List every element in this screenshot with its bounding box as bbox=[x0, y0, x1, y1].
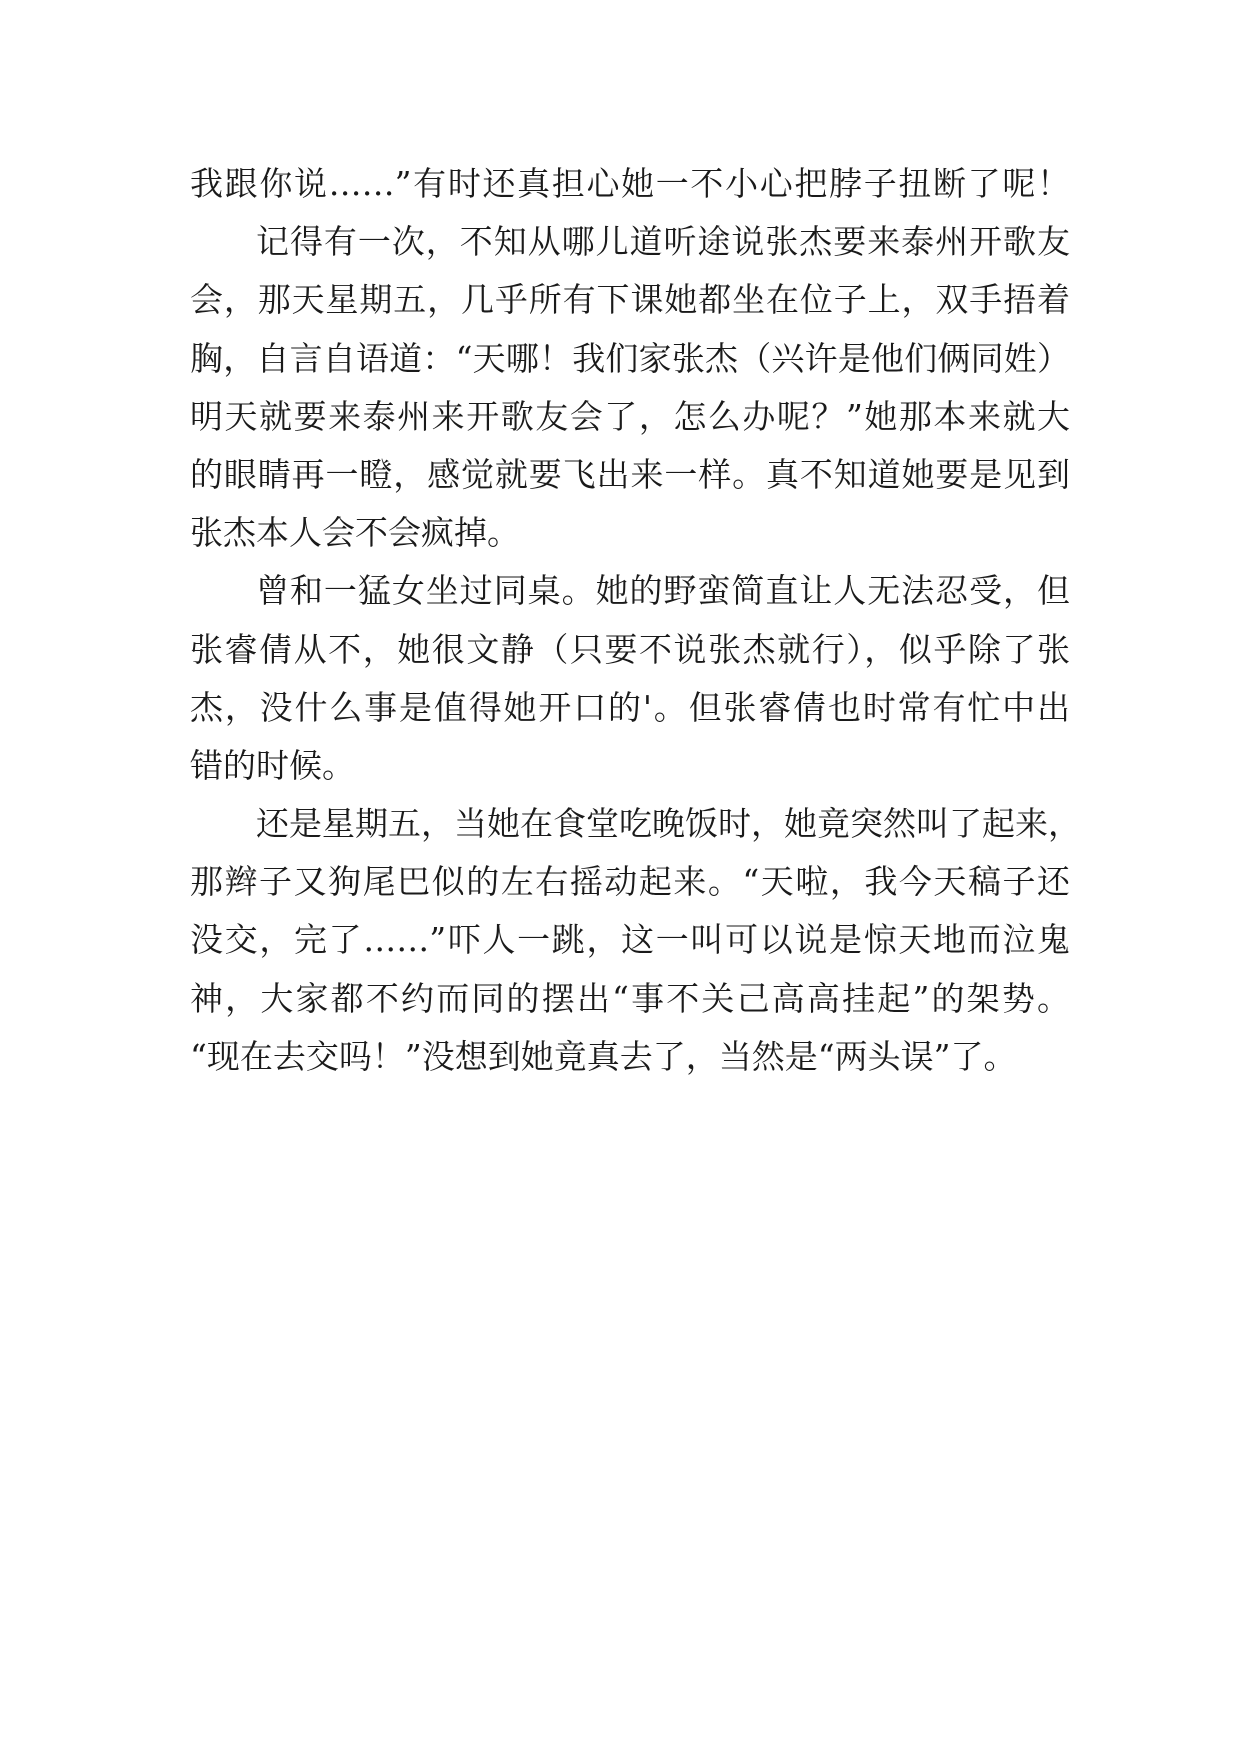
text-line: 胸，自言自语道：“天哪！我们家张杰（兴许是他们俩同姓） bbox=[190, 338, 1070, 378]
paragraph-start-line: 曾和一猛女坐过同桌。她的野蛮简直让人无法忍受，但 bbox=[256, 571, 1070, 611]
body-text bbox=[190, 155, 1081, 1086]
text-line: 的眼睛再一瞪，感觉就要飞出来一样。真不知道她要是见到 bbox=[190, 454, 1070, 494]
text-line: 明天就要来泰州来开歌友会了，怎么办呢？”她那本来就大 bbox=[190, 396, 1070, 436]
text-line: 没交，完了……”吓人一跳，这一叫可以说是惊天地而泣鬼 bbox=[190, 920, 1070, 960]
paragraph-start-line: 记得有一次，不知从哪儿道听途说张杰要来泰州开歌友 bbox=[256, 222, 1070, 262]
text-line: 神，大家都不约而同的摆出“事不关己高高挂起”的架势。 bbox=[190, 978, 1070, 1018]
paragraph-end-line: “现在去交吗！”没想到她竟真去了，当然是“两头误”了。 bbox=[190, 1036, 1017, 1076]
text-line: 张睿倩从不，她很文静（只要不说张杰就行），似乎除了张 bbox=[190, 629, 1070, 669]
text-line: 会，那天星期五，几乎所有下课她都坐在位子上，双手捂着 bbox=[190, 280, 1070, 320]
text-line: 那辫子又狗尾巴似的左右摇动起来。“天啦，我今天稿子还 bbox=[190, 862, 1070, 902]
text-line: 杰，没什么事是值得她开口的'。但张睿倩也时常有忙中出 bbox=[190, 687, 1070, 727]
paragraph-end-line: 错的时候。 bbox=[190, 745, 355, 785]
paragraph-start-line: 还是星期五，当她在食堂吃晚饭时，她竟突然叫了起来， bbox=[256, 804, 1081, 844]
text-line: 我跟你说……”有时还真担心她一不小心把脖子扭断了呢！ bbox=[190, 164, 1070, 203]
paragraph-end-line: 张杰本人会不会疯掉。 bbox=[190, 513, 520, 553]
